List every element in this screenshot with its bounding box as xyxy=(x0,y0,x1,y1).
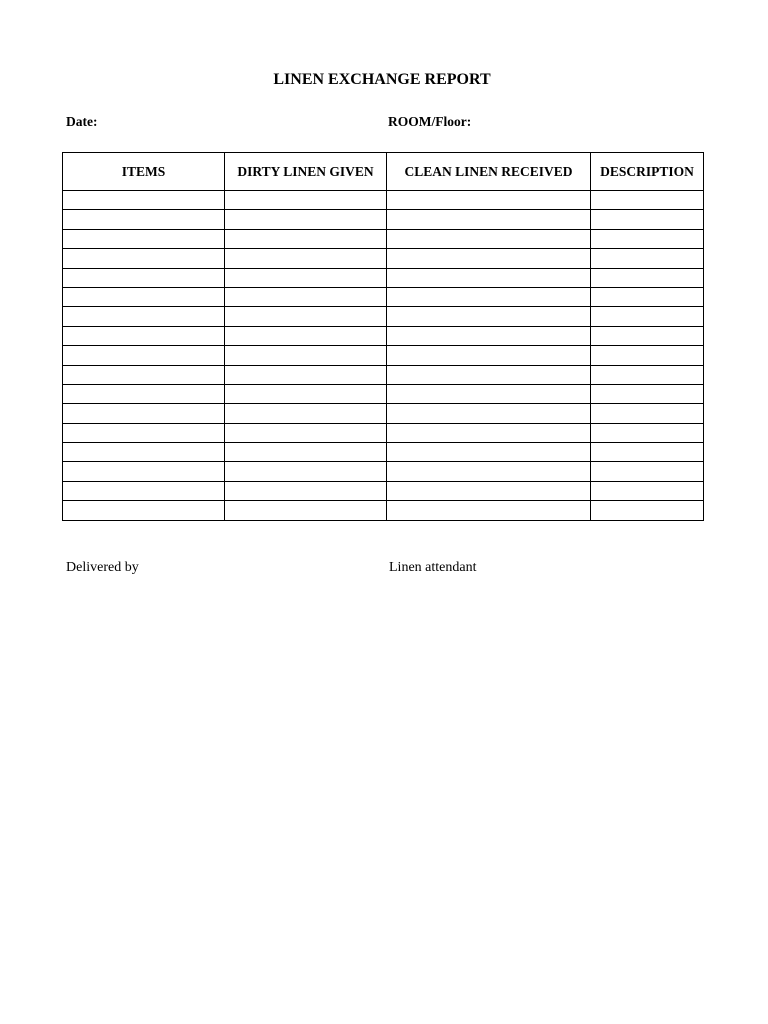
table-cell-dirty-linen-given[interactable] xyxy=(225,326,387,345)
table-cell-items[interactable] xyxy=(63,481,225,500)
table-cell-clean-linen-received[interactable] xyxy=(387,287,591,306)
table-cell-items[interactable] xyxy=(63,365,225,384)
table-cell-items[interactable] xyxy=(63,210,225,229)
table-row xyxy=(63,210,704,229)
table-cell-clean-linen-received[interactable] xyxy=(387,404,591,423)
table-cell-clean-linen-received[interactable] xyxy=(387,307,591,326)
table-cell-items[interactable] xyxy=(63,307,225,326)
table-row xyxy=(63,404,704,423)
table-row xyxy=(63,268,704,287)
linen-exchange-table xyxy=(62,152,704,521)
table-cell-dirty-linen-given[interactable] xyxy=(225,443,387,462)
table-cell-clean-linen-received[interactable] xyxy=(387,365,591,384)
table-cell-dirty-linen-given[interactable] xyxy=(225,501,387,520)
table-cell-dirty-linen-given[interactable] xyxy=(225,365,387,384)
table-row xyxy=(63,287,704,306)
table-cell-items[interactable] xyxy=(63,346,225,365)
column-header-items: ITEMS xyxy=(63,153,225,191)
table-cell-items[interactable] xyxy=(63,501,225,520)
table-cell-clean-linen-received[interactable] xyxy=(387,249,591,268)
table-cell-dirty-linen-given[interactable] xyxy=(225,384,387,403)
table-row xyxy=(63,365,704,384)
table-row xyxy=(63,307,704,326)
table-cell-description[interactable] xyxy=(591,210,704,229)
column-header-description: DESCRIPTION xyxy=(591,153,704,191)
table-body xyxy=(63,191,704,521)
table-cell-description[interactable] xyxy=(591,404,704,423)
table-cell-items[interactable] xyxy=(63,229,225,248)
table-row xyxy=(63,384,704,403)
table-cell-description[interactable] xyxy=(591,326,704,345)
table-cell-items[interactable] xyxy=(63,249,225,268)
table-cell-items[interactable] xyxy=(63,423,225,442)
column-header-dirty-linen-given: DIRTY LINEN GIVEN xyxy=(225,153,387,191)
table-cell-description[interactable] xyxy=(591,191,704,210)
table-cell-dirty-linen-given[interactable] xyxy=(225,481,387,500)
table-cell-clean-linen-received[interactable] xyxy=(387,326,591,345)
table-row xyxy=(63,346,704,365)
table-cell-clean-linen-received[interactable] xyxy=(387,346,591,365)
table-cell-dirty-linen-given[interactable] xyxy=(225,346,387,365)
table-cell-clean-linen-received[interactable] xyxy=(387,443,591,462)
document-title: LINEN EXCHANGE REPORT xyxy=(273,71,491,88)
date-label: Date: xyxy=(66,114,98,129)
table-cell-description[interactable] xyxy=(591,462,704,481)
table-cell-items[interactable] xyxy=(63,462,225,481)
table-cell-dirty-linen-given[interactable] xyxy=(225,462,387,481)
table-row xyxy=(63,249,704,268)
table-cell-description[interactable] xyxy=(591,268,704,287)
table-cell-dirty-linen-given[interactable] xyxy=(225,229,387,248)
table-cell-clean-linen-received[interactable] xyxy=(387,229,591,248)
table-cell-clean-linen-received[interactable] xyxy=(387,210,591,229)
table-cell-description[interactable] xyxy=(591,287,704,306)
table-cell-description[interactable] xyxy=(591,501,704,520)
table-cell-dirty-linen-given[interactable] xyxy=(225,210,387,229)
delivered-by-label: Delivered by xyxy=(66,560,139,575)
table-cell-description[interactable] xyxy=(591,384,704,403)
table-cell-dirty-linen-given[interactable] xyxy=(225,191,387,210)
table-cell-description[interactable] xyxy=(591,443,704,462)
table-cell-description[interactable] xyxy=(591,307,704,326)
table-cell-items[interactable] xyxy=(63,404,225,423)
column-header-clean-linen-received: CLEAN LINEN RECEIVED xyxy=(387,153,591,191)
room-floor-label: ROOM/Floor: xyxy=(388,114,472,129)
table-cell-description[interactable] xyxy=(591,249,704,268)
table-cell-dirty-linen-given[interactable] xyxy=(225,404,387,423)
table-cell-dirty-linen-given[interactable] xyxy=(225,249,387,268)
table-header-row xyxy=(63,153,704,191)
table-row xyxy=(63,191,704,210)
table-cell-items[interactable] xyxy=(63,287,225,306)
linen-attendant-label: Linen attendant xyxy=(389,560,477,575)
table-row xyxy=(63,229,704,248)
table-cell-description[interactable] xyxy=(591,481,704,500)
table-row xyxy=(63,443,704,462)
table-row xyxy=(63,481,704,500)
table-row xyxy=(63,423,704,442)
table-cell-dirty-linen-given[interactable] xyxy=(225,287,387,306)
table-row xyxy=(63,501,704,520)
table-cell-items[interactable] xyxy=(63,326,225,345)
table-cell-items[interactable] xyxy=(63,268,225,287)
table-cell-dirty-linen-given[interactable] xyxy=(225,307,387,326)
table-cell-description[interactable] xyxy=(591,423,704,442)
table-cell-description[interactable] xyxy=(591,346,704,365)
table-cell-description[interactable] xyxy=(591,229,704,248)
table-cell-clean-linen-received[interactable] xyxy=(387,462,591,481)
table-cell-clean-linen-received[interactable] xyxy=(387,268,591,287)
table-cell-clean-linen-received[interactable] xyxy=(387,191,591,210)
table-row xyxy=(63,326,704,345)
table-cell-dirty-linen-given[interactable] xyxy=(225,268,387,287)
table-cell-description[interactable] xyxy=(591,365,704,384)
table-cell-items[interactable] xyxy=(63,443,225,462)
table-cell-items[interactable] xyxy=(63,384,225,403)
table-row xyxy=(63,462,704,481)
table-cell-clean-linen-received[interactable] xyxy=(387,384,591,403)
table-cell-items[interactable] xyxy=(63,191,225,210)
table-cell-clean-linen-received[interactable] xyxy=(387,481,591,500)
table-cell-clean-linen-received[interactable] xyxy=(387,501,591,520)
table-cell-clean-linen-received[interactable] xyxy=(387,423,591,442)
table-cell-dirty-linen-given[interactable] xyxy=(225,423,387,442)
